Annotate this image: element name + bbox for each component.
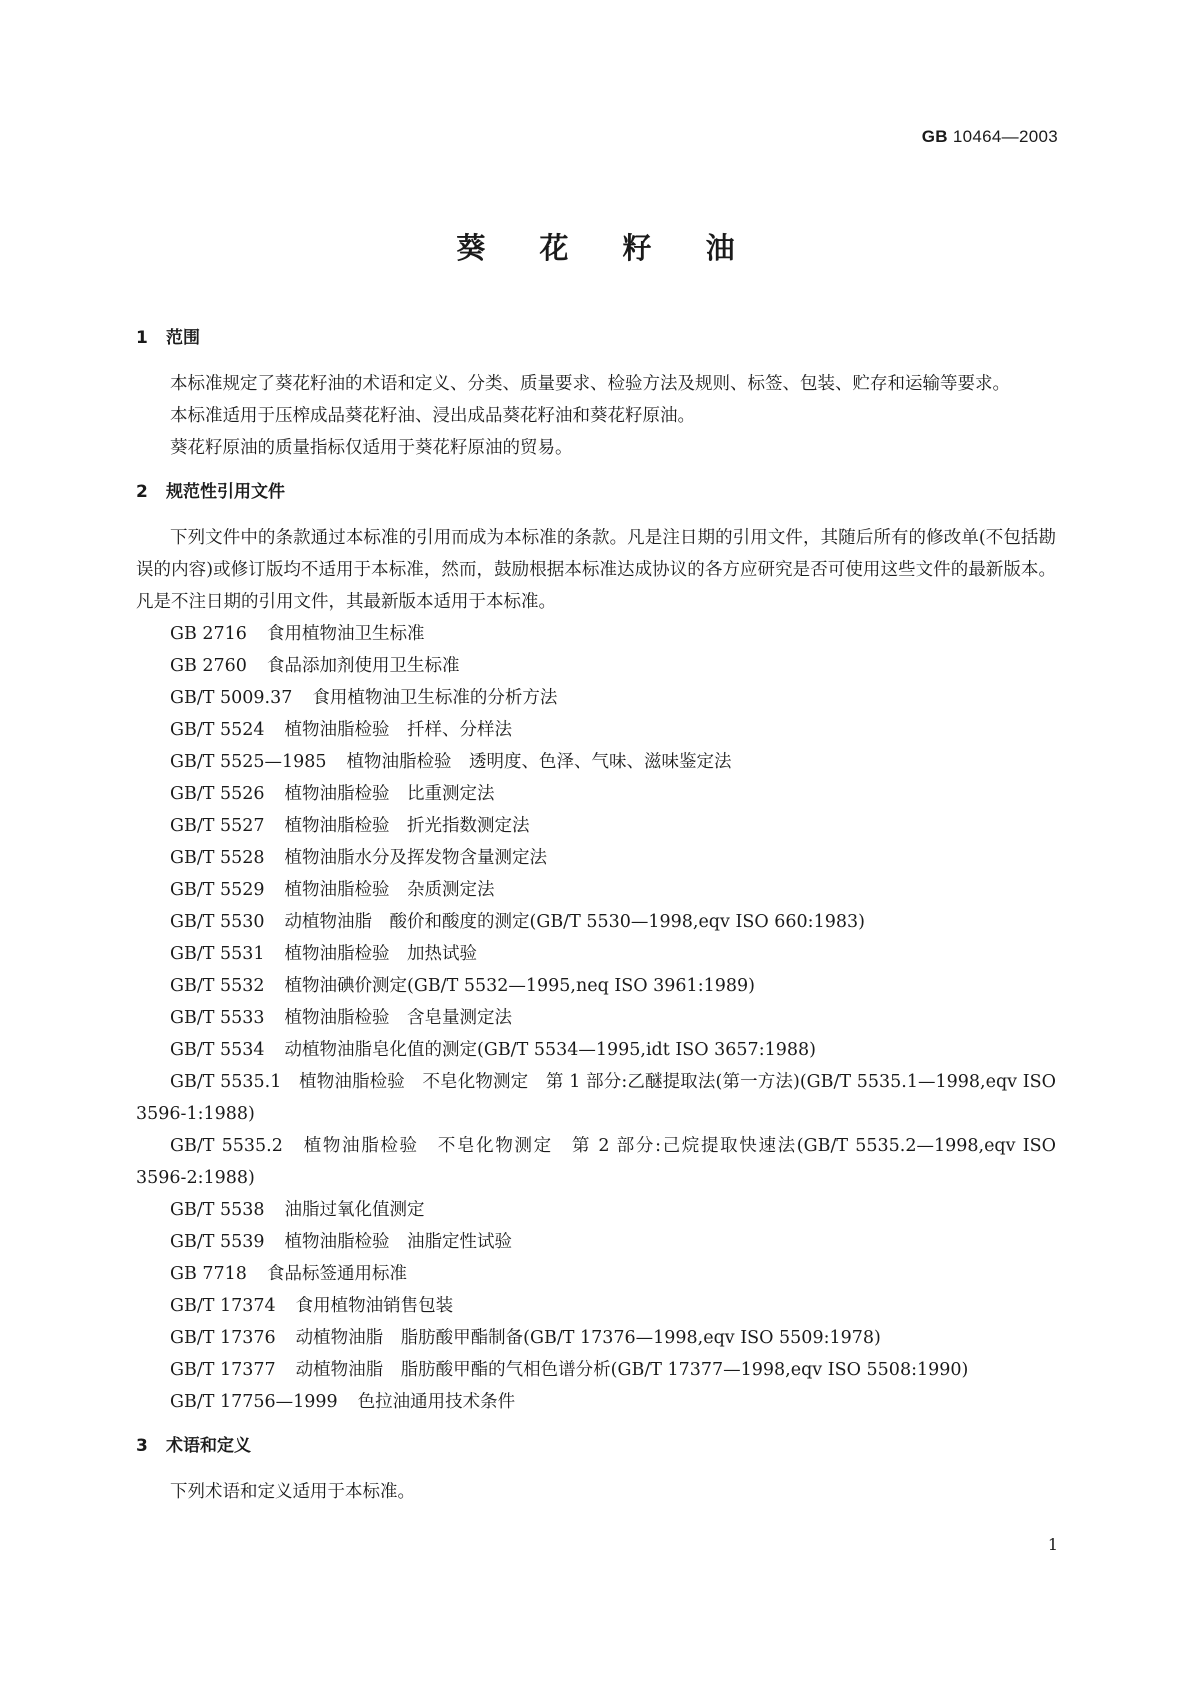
reference-title: 食用植物油卫生标准 (266, 624, 425, 644)
reference-code: GB/T 5525—1985 (170, 752, 327, 772)
paragraph: 下列术语和定义适用于本标准。 (170, 1482, 415, 1502)
reference-code: GB/T 5530 (170, 912, 265, 932)
reference-item (136, 1322, 1056, 1354)
reference-title: 植物油脂检验 折光指数测定法 (284, 816, 530, 836)
reference-title: 食用植物油销售包装 (295, 1296, 454, 1316)
reference-code: GB/T 5529 (170, 880, 265, 900)
paragraph: 下列文件中的条款通过本标准的引用而成为本标准的条款。凡是注日期的引用文件，其随后所有的修改单(不包括勘误的内容)或修订版均不适用于本标准，然而，鼓励根据本标准达成协议的各方应研究是否可使用这些文件的最新版本。凡是不注日期的引用文件，其最新版本适用于本标准。 (136, 528, 1056, 612)
reference-item (136, 1226, 1056, 1258)
reference-item (136, 778, 1056, 810)
reference-title: 食用植物油卫生标准的分析方法 (312, 688, 558, 708)
reference-title: 植物油碘价测定(GB/T 5532—1995,neq ISO 3961:1989) (284, 976, 755, 996)
reference-title: 植物油脂水分及挥发物含量测定法 (284, 848, 548, 868)
standard-code-number: 10464—2003 (947, 127, 1058, 146)
paragraph: 本标准适用于压榨成品葵花籽油、浸出成品葵花籽油和葵花籽原油。 (170, 406, 695, 426)
section-heading-normative-references (136, 476, 1056, 508)
reference-title: 植物油脂检验 油脂定性试验 (284, 1232, 513, 1252)
reference-item (136, 1354, 1056, 1386)
reference-title: 动植物油脂 脂肪酸甲酯制备(GB/T 17376—1998,eqv ISO 5509:1978) (295, 1328, 881, 1348)
reference-code: GB 2760 (170, 656, 247, 676)
standard-code-prefix: GB (921, 127, 948, 146)
reference-item (136, 714, 1056, 746)
reference-code: GB/T 5532 (170, 976, 265, 996)
reference-code: GB/T 17377 (170, 1360, 276, 1380)
reference-code: GB/T 5527 (170, 816, 265, 836)
reference-title: 植物油脂检验 含皂量测定法 (284, 1008, 513, 1028)
standard-code (922, 127, 1058, 147)
reference-item-wrapped: GB/T 5535.1 植物油脂检验 不皂化物测定 第 1 部分:乙醚提取法(第一方法)(GB/T 5535.1—1998,eqv ISO 3596-1:1988) (136, 1072, 1056, 1124)
reference-code: GB/T 5533 (170, 1008, 265, 1028)
reference-code: GB/T 5531 (170, 944, 265, 964)
section-heading-scope (136, 322, 1056, 354)
reference-code: GB/T 5528 (170, 848, 265, 868)
reference-code: GB 7718 (170, 1264, 247, 1284)
reference-code: GB/T 5009.37 (170, 688, 293, 708)
paragraph: 本标准规定了葵花籽油的术语和定义、分类、质量要求、检验方法及规则、标签、包装、贮存和运输等要求。 (170, 374, 1010, 394)
reference-title: 动植物油脂 脂肪酸甲酯的气相色谱分析(GB/T 17377—1998,eqv ISO 5508:1990) (295, 1360, 969, 1380)
section-number: 2 (136, 482, 148, 502)
reference-title: 植物油脂检验 杂质测定法 (284, 880, 495, 900)
reference-title: 食品标签通用标准 (266, 1264, 407, 1284)
reference-title: 植物油脂检验 比重测定法 (284, 784, 495, 804)
reference-item (136, 1002, 1056, 1034)
reference-item (136, 938, 1056, 970)
reference-item (136, 682, 1056, 714)
reference-item (136, 906, 1056, 938)
reference-title: 食品添加剂使用卫生标准 (266, 656, 460, 676)
section-title: 术语和定义 (166, 1436, 251, 1456)
reference-title: 植物油脂检验 加热试验 (284, 944, 478, 964)
reference-title: 动植物油脂皂化值的测定(GB/T 5534—1995,idt ISO 3657:1988) (284, 1040, 816, 1060)
reference-item (136, 970, 1056, 1002)
paragraph: 葵花籽原油的质量指标仅适用于葵花籽原油的贸易。 (170, 438, 573, 458)
reference-title: 色拉油通用技术条件 (357, 1392, 516, 1412)
reference-item (136, 1194, 1056, 1226)
reference-item (136, 746, 1056, 778)
reference-title: 植物油脂检验 扦样、分样法 (284, 720, 513, 740)
reference-item (136, 1386, 1056, 1418)
reference-item (136, 810, 1056, 842)
reference-code: GB/T 5524 (170, 720, 265, 740)
section-heading-terms-definitions (136, 1430, 1056, 1462)
reference-item (136, 842, 1056, 874)
document-body (136, 322, 1056, 1508)
reference-code: GB/T 5526 (170, 784, 265, 804)
reference-item (136, 618, 1056, 650)
reference-code: GB/T 5538 (170, 1200, 265, 1220)
section-title: 范围 (166, 328, 200, 348)
reference-code: GB/T 17374 (170, 1296, 276, 1316)
reference-title: 植物油脂检验 透明度、色泽、气味、滋味鉴定法 (346, 752, 732, 772)
section-number: 3 (136, 1436, 148, 1456)
reference-item (136, 650, 1056, 682)
reference-item (136, 874, 1056, 906)
reference-code: GB/T 5539 (170, 1232, 265, 1252)
reference-title: 动植物油脂 酸价和酸度的测定(GB/T 5530—1998,eqv ISO 660:1983) (284, 912, 865, 932)
reference-code: GB/T 17756—1999 (170, 1392, 338, 1412)
reference-code: GB/T 17376 (170, 1328, 276, 1348)
reference-item (136, 1290, 1056, 1322)
reference-title: 油脂过氧化值测定 (284, 1200, 425, 1220)
reference-code: GB 2716 (170, 624, 247, 644)
reference-item (136, 1258, 1056, 1290)
section-number: 1 (136, 328, 148, 348)
page-number: 1 (1047, 1535, 1058, 1554)
reference-item-wrapped: GB/T 5535.2 植物油脂检验 不皂化物测定 第 2 部分:己烷提取快速法(GB/T 5535.2—1998,eqv ISO 3596-2:1988) (136, 1136, 1056, 1188)
reference-item (136, 1034, 1056, 1066)
document-title: 葵 花 籽 油 (456, 231, 757, 265)
section-title: 规范性引用文件 (166, 482, 285, 502)
reference-code: GB/T 5534 (170, 1040, 265, 1060)
